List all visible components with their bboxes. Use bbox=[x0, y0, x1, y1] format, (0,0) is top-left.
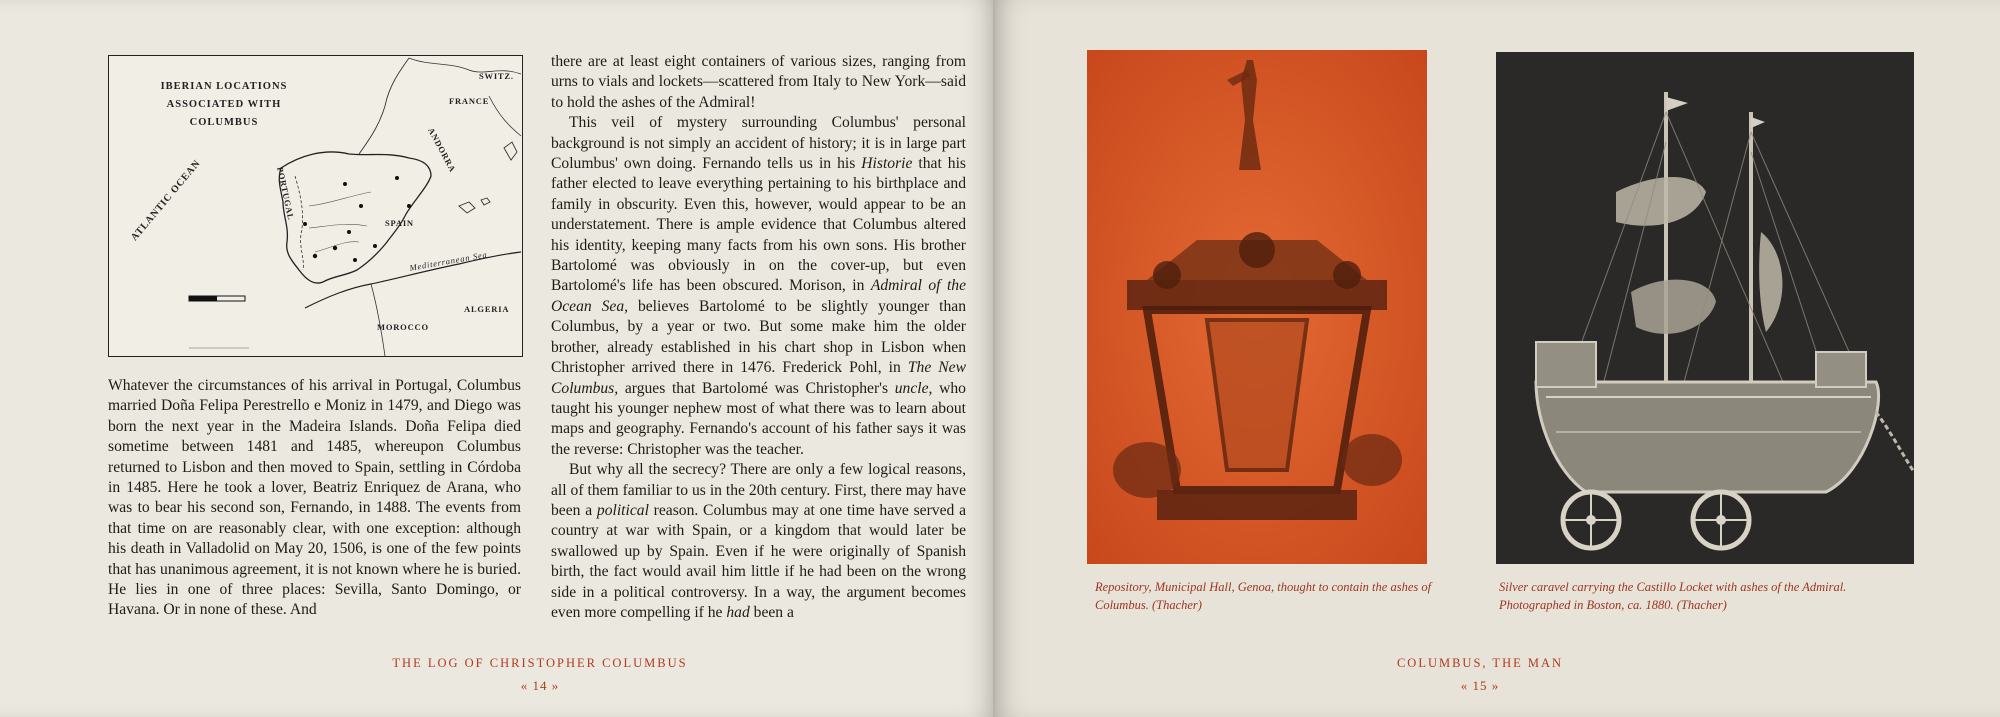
map-label-morocco: MOROCCO bbox=[377, 322, 429, 332]
paragraph: This veil of mystery surrounding Columbus' personal background is not simply an accident of history; it is in large part Columbus' own doing. Fernando tells us in his Historie that his father elected to leave everything pertaining to his birthplace and family in obscurity. Even this, however, would appear to be an understatement. There is ample evidence that Columbus altered his identity, keeping many facts from his own sons. His brother Bartolomé was obviously in on the cover-up, but even Bartolomé's life has been obscured. Morison, in Admiral of the Ocean Sea, believes Bartolomé to be slightly younger than Columbus, by a year or two. But some make him the older brother, already established in his chart shop in Lisbon when Christopher arrived there in 1476. Frederick Pohl, in The New Columbus, argues that Bartolomé was Christopher's uncle, who taught his younger nephew most of what there was to learn about maps and geography. Fernando's account of his father says it was the reverse: Christopher was the teacher. bbox=[551, 114, 966, 458]
repository-illustration bbox=[1087, 50, 1427, 564]
caravel-illustration bbox=[1496, 52, 1914, 564]
map-label-andorra: ANDORRA bbox=[426, 126, 459, 175]
map-label-spain: SPAIN bbox=[385, 218, 414, 228]
map-label-france: FRANCE bbox=[449, 96, 490, 106]
paragraph: there are at least eight containers of various sizes, ranging from urns to vials and lockets—scattered from Italy to New York—said to hold the ashes of the Admiral! bbox=[551, 53, 966, 111]
text-column-a bbox=[108, 376, 521, 621]
caption-caravel: Silver caravel carrying the Castillo Locket with ashes of the Admiral. Photographed in Boston, ca. 1880. (Thacher) bbox=[1499, 580, 1847, 612]
paragraph: Whatever the circumstances of his arrival in Portugal, Columbus married Doña Felipa Perestrello e Moniz in 1479, and Diego was born the next year in the Madeira Islands. Doña Felipa died sometime between 1481 and 1485, whereupon Columbus returned to Lisbon and then moved to Spain, settling in Córdoba in 1485. Here he took a lover, Beatriz Enriquez de Arana, who was to bear his second son, Fernando, in 1488. The events from that time on are reasonably clear, with one exception: although his death in Valladolid on May 20, 1506, is one of the few points that has unanimous agreement, it is not known where he is buried. He lies in one of three places: Sevilla, Santo Domingo, or Havana. Or in none of these. And bbox=[108, 377, 521, 619]
iberian-map bbox=[108, 55, 523, 357]
map-label-mediterranean: Mediterranean Sea bbox=[408, 249, 489, 273]
map-label-algeria: ALGERIA bbox=[464, 304, 510, 314]
figure-repository-photo bbox=[1087, 50, 1427, 564]
caption-repository: Repository, Municipal Hall, Genoa, thought to contain the ashes of Columbus. (Thacher) bbox=[1095, 580, 1432, 612]
folio-left: « 14 » bbox=[520, 678, 560, 693]
map-label-atlantic: ATLANTIC OCEAN bbox=[129, 157, 203, 244]
running-head-left: THE LOG OF CHRISTOPHER COLUMBUS bbox=[392, 656, 688, 670]
running-head-right: COLUMBUS, THE MAN bbox=[1396, 656, 1564, 670]
figure-silver-caravel-photo bbox=[1496, 52, 1914, 564]
text-column-b bbox=[551, 52, 966, 623]
map-label-switz: SWITZ. bbox=[479, 71, 514, 81]
right-page bbox=[995, 0, 2000, 717]
map-label-portugal: PORTUGAL bbox=[275, 166, 297, 222]
folio-right: « 15 » bbox=[1460, 678, 1500, 693]
map-title: IBERIAN LOCATIONS ASSOCIATED WITH COLUMBUS bbox=[160, 81, 288, 128]
paragraph: But why all the secrecy? There are only a few logical reasons, all of them familiar to us in the 20th century. First, there may have been a political reason. Columbus may at one time have served a country at war with Spain, or a kingdom that would later be swallowed up by Spain. Even if he were originally of Spanish birth, the fact would avail him little if he had been on the wrong side in a political controversy. In a way, the argument becomes even more compelling if he had been a bbox=[551, 461, 967, 621]
left-page bbox=[0, 0, 995, 717]
